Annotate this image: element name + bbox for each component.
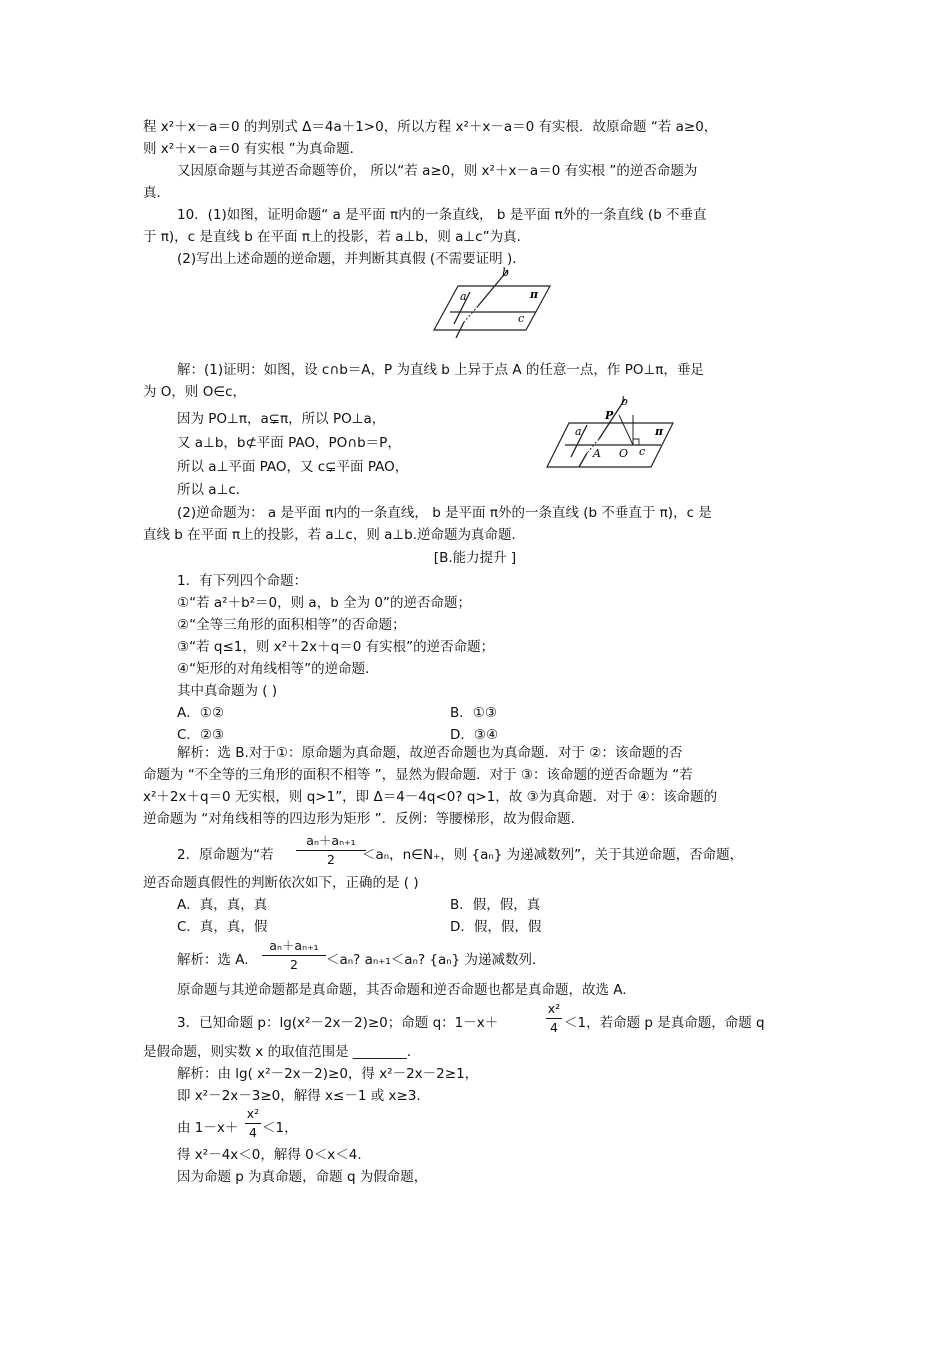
text-line: 得 x²－4x＜0，解得 0＜x＜4. [177,1147,362,1163]
text-line: 命题为 “不全等的三角形的面积不相等 ”，显然为假命题．对于 ③：该命题的逆否命题为 “若 [143,767,693,783]
text-line: ＜aₙ，n∈N₊，则 {aₙ} 为递减数列”，关于其逆命题，否命题， [362,847,744,863]
text-line: 其中真命题为 ( ) [177,683,278,699]
plane-figure-2 [543,395,681,473]
question-2-text: 2．原命题为“若 [177,847,274,863]
solution-text: 解析：选 B.对于①：原命题为真命题，故逆否命题也为真命题．对于 ②：该命题的否 [177,745,683,761]
solution-text: 解：(1)证明：如图，设 c∩b＝A，P 为直线 b 上异于点 A 的任意一点，作 PO⊥π，垂足 [177,362,704,378]
label-b: b [502,266,510,279]
label-A: A [593,447,601,460]
fraction-numerator: x² [245,1105,261,1124]
text-line: 是假命题，则实数 x 的取值范围是 ________． [143,1044,421,1060]
text-line: (2)写出上述命题的逆命题，并判断其真假 (不需要证明 )． [177,251,526,267]
fraction-denominator: 4 [550,1020,558,1035]
text-line: (2)逆命题为： a 是平面 π内的一条直线， b 是平面 π外的一条直线 (b 不垂直于 π)，c 是 [177,505,712,521]
text-line: 又 a⊥b，b⊄平面 PAO，PO∩b＝P， [177,435,401,451]
fraction [245,1105,261,1142]
option-a: A．真，真，真 [177,897,268,913]
text-line: 又因原命题与其逆否命题等价， 所以“若 a≥0，则 x²＋x－a＝0 有实根 ”的逆否命题为 [177,163,698,179]
text-line: 因为命题 p 为真命题，命题 q 为假命题， [177,1169,428,1185]
label-b: b [621,395,629,408]
text-line: 原命题与其逆命题都是真命题，其否命题和逆否命题也都是真命题，故选 A. [177,982,627,998]
solution-text: 解析：选 A. [177,952,249,968]
option-c: C．②③ [177,727,225,743]
text-line: ④“矩形的对角线相等”的逆命题． [177,661,379,677]
text-line: ＜1， [262,1120,298,1136]
question-1-text: 1．有下列四个命题： [177,573,308,589]
label-c: c [518,312,525,325]
text-line: 逆命题为 “对角线相等的四边形为矩形 ”．反例：等腰梯形，故为假命题． [143,811,585,827]
option-b: B．假，假，真 [450,897,541,913]
text-line: 由 1－x＋ [177,1120,239,1136]
text-line: ②“全等三角形的面积相等”的否命题； [177,617,406,633]
label-a: a [460,290,467,303]
fraction [296,832,366,869]
label-c: c [639,445,646,458]
question-3-text: 3．已知命题 p：lg(x²－2x－2)≥0；命题 q：1－x＋ [177,1015,499,1031]
label-a: a [575,425,582,438]
text-line: x²＋2x＋q＝0 无实根，则 q>1”，即 Δ＝4－4q<0? q>1，故 ③为真命题．对于 ④：该命题的 [143,789,718,805]
text-line: 则 x²＋x－a＝0 有实根 ”为真命题． [143,141,364,157]
label-pi: π [655,425,664,438]
text-line: ③“若 q≤1，则 x²＋2x＋q＝0 有实根”的逆否命题； [177,639,495,655]
text-line: ＜aₙ? aₙ₊₁＜aₙ? {aₙ} 为递减数列． [326,952,546,968]
label-pi: π [530,288,539,301]
fraction-numerator: aₙ＋aₙ₊₁ [296,832,366,851]
fraction-denominator: 2 [327,852,335,867]
option-d: D．③④ [450,727,499,743]
text-line: 程 x²＋x－a＝0 的判别式 Δ＝4a＋1>0，所以方程 x²＋x－a＝0 有实根．故原命题 “若 a≥0， [143,119,718,135]
label-P: P [605,409,614,422]
fraction [262,937,326,974]
question-10-text: 10．(1)如图，证明命题“ a 是平面 π内的一条直线， b 是平面 π外的一条直线 (b 不垂直 [177,207,707,223]
solution-text: 解析：由 lg( x²－2x－2)≥0，得 x²－2x－2≥1， [177,1066,479,1082]
option-b: B．①③ [450,705,497,721]
fraction-denominator: 4 [249,1125,257,1140]
text-line: 真． [143,185,170,201]
text-line: 所以 a⊥c． [177,482,250,498]
option-d: D．假，假，假 [450,919,542,935]
text-line: 即 x²－2x－3≥0，解得 x≤－1 或 x≥3. [177,1088,421,1104]
section-heading: [B.能力提升 ] [433,550,517,566]
option-a: A．①② [177,705,224,721]
label-O: O [619,447,629,460]
fraction-numerator: x² [546,1000,562,1019]
fraction-numerator: aₙ＋aₙ₊₁ [262,937,326,956]
fraction-denominator: 2 [290,957,298,972]
text-line: 因为 PO⊥π，a⊊π，所以 PO⊥a， [177,411,386,427]
text-line: 直线 b 在平面 π上的投影，若 a⊥c，则 a⊥b.逆命题为真命题． [143,527,526,543]
text-line: ＜1，若命题 p 是真命题，命题 q [564,1015,765,1031]
text-line: 为 O，则 O∈c， [143,384,247,400]
plane-figure-1 [428,266,558,346]
option-c: C．真，真，假 [177,919,268,935]
text-line: 逆否命题真假性的判断依次如下，正确的是 ( ) [143,875,419,891]
text-line: 所以 a⊥平面 PAO，又 c⊊平面 PAO， [177,459,409,475]
text-line: ①“若 a²＋b²＝0，则 a，b 全为 0”的逆否命题； [177,595,471,611]
fraction [546,1000,562,1037]
text-line: 于 π)，c 是直线 b 在平面 π上的投影，若 a⊥b，则 a⊥c”为真． [143,229,531,245]
